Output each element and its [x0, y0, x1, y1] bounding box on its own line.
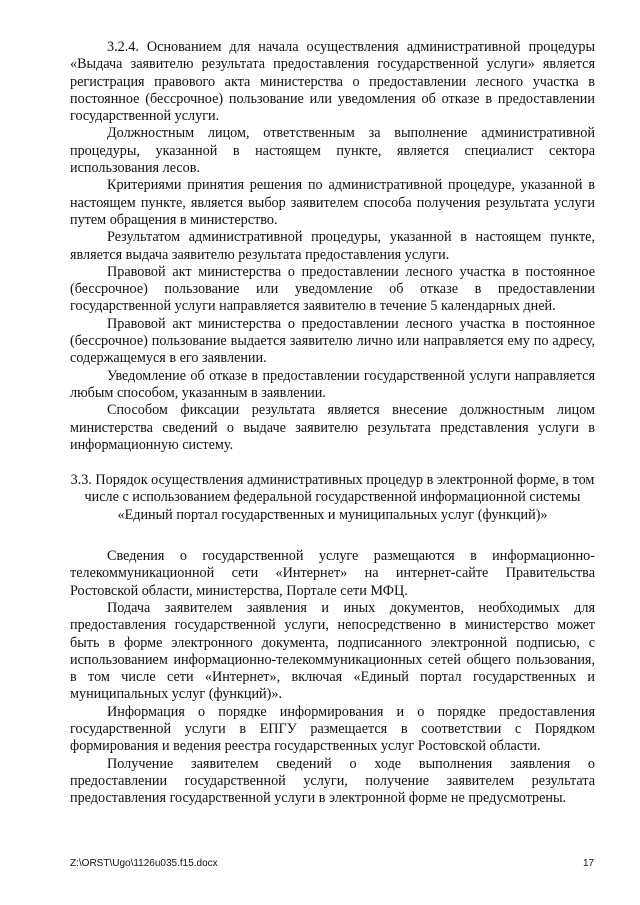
paragraph-refusal-notice: Уведомление об отказе в предоставлении государственной услуги направляется любым способом, указанным в заявлении. — [70, 367, 595, 401]
paragraph-legal-act-issued: Правовой акт министерства о предоставлении лесного участка в постоянное (бессрочное) пользование выдается заявителю лично или направляется ему по адресу, содержащемуся в его заявлении. — [70, 315, 595, 367]
footer-file-path: Z:\ORST\Ugo\1126u035.f15.docx — [70, 858, 218, 869]
paragraph-procedure-result: Результатом административной процедуры, указанной в настоящем пункте, является выдача заявителю результата предоставления услуги. — [70, 229, 595, 263]
paragraph-service-info: Сведения о государственной услуге размещаются в информационно-телекоммуникационной сети «Интернет» на интернет-сайте Правительства Ростовской области, министерства, Портале сети МФЦ. — [70, 548, 595, 599]
paragraph-epgu-info: Информация о порядке информирования и о порядке предоставления государственной услуги в ЕПГУ размещается в соответствии с Порядком формирования и ведения реестра государственных услуг Ростовской области. — [70, 703, 595, 755]
paragraph-status-not-provided: Получение заявителем сведений о ходе выполнения заявления о предоставлении государственной услуги, получение заявителем результата предоставления государственной услуги в электронной форме не предусмотрены. — [70, 755, 595, 807]
section-heading-3-3: 3.3. Порядок осуществления административных процедур в электронной форме, в том числе с использованием федеральной государственной информационной системы «Единый портал государственных и муниципальных услуг (функций)» — [70, 472, 595, 523]
paragraph-legal-act-sent: Правовой акт министерства о предоставлении лесного участка в постоянное (бессрочное) пользование или уведомление об отказе в предоставлении государственной услуги направляется заявителю в течение 5 календарных дней. — [70, 263, 595, 315]
paragraph-3-2-4: 3.2.4. Основанием для начала осуществления административной процедуры «Выдача заявителю результата предоставления государственной услуги» является регистрация правового акта министерства о предоставлении лесного участка в постоянное (бессрочное) пользование или уведомления об отказе в предоставлении государственной услуги. — [70, 39, 595, 125]
paragraph-fixation-method: Способом фиксации результата является внесение должностным лицом министерства сведений о выдаче заявителю результата представления услуги в информационную систему. — [70, 402, 595, 453]
paragraph-decision-criteria: Критериями принятия решения по административной процедуре, указанной в настоящем пункте, является выбор заявителем способа получения результата услуги путем обращения в министерство. — [70, 177, 595, 228]
paragraph-electronic-submission: Подача заявителем заявления и иных документов, необходимых для предоставления государственной услуги, непосредственно в министерство может быть в форме электронного документа, подписанного электронной подписью, с использованием информационно-телекоммуникационных сетей общего пользования, в том числе сети «Интернет», включая «Единый портал государственных и муниципальных услуг (функций)». — [70, 599, 595, 703]
footer-page-number: 17 — [583, 858, 595, 869]
document-body — [70, 39, 595, 807]
paragraph-responsible-official: Должностным лицом, ответственным за выполнение административной процедуры, указанной в настоящем пункте, является специалист сектора использования лесов. — [70, 125, 595, 177]
